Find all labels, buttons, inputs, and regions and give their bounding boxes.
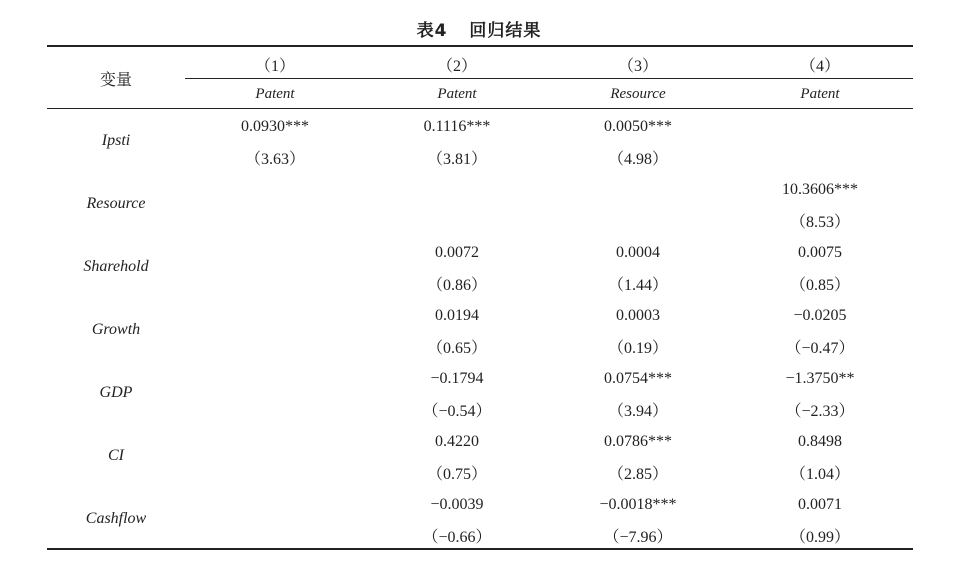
coefficient-cell: 0.0072 (435, 244, 479, 261)
t-statistic-cell: （8.53） (789, 214, 850, 231)
row-variable-name: GDP (99, 384, 133, 401)
t-statistic-cell: （2.85） (607, 466, 668, 483)
coefficient-cell: 0.0754*** (604, 370, 672, 387)
t-statistic-cell: （1.44） (607, 277, 668, 294)
coefficient-cell: −0.1794 (430, 370, 484, 387)
coefficient-cell: −0.0018*** (599, 496, 677, 513)
t-statistic-cell: （4.98） (607, 151, 668, 168)
column-number: （1） (254, 58, 295, 75)
column-number-rule (185, 78, 913, 79)
coefficient-cell: −0.0039 (430, 496, 484, 513)
column-number: （2） (436, 58, 477, 75)
table-number: 表4 (416, 21, 448, 41)
top-rule (47, 45, 913, 47)
dependent-variable: Resource (610, 86, 666, 102)
variable-header: 变量 (99, 70, 132, 89)
coefficient-cell: 0.0786*** (604, 433, 672, 450)
coefficient-cell: 0.1116*** (423, 118, 491, 135)
t-statistic-cell: （0.86） (426, 277, 487, 294)
bottom-rule (47, 548, 913, 550)
row-variable-name: Growth (91, 321, 141, 338)
column-number: （4） (799, 58, 840, 75)
t-statistic-cell: （−7.96） (603, 529, 673, 546)
coefficient-cell: 0.0003 (616, 307, 660, 324)
column-number: （3） (617, 58, 658, 75)
table-title: 回归结果 (469, 21, 542, 41)
t-statistic-cell: （0.99） (789, 529, 850, 546)
t-statistic-cell: （−0.54） (422, 403, 492, 420)
coefficient-cell: 0.8498 (798, 433, 842, 450)
dependent-variable: Patent (255, 86, 295, 102)
row-variable-name: Sharehold (83, 258, 149, 275)
coefficient-cell: 0.0004 (616, 244, 660, 261)
dependent-variable: Patent (437, 86, 477, 102)
row-variable-name: CI (108, 447, 124, 464)
coefficient-cell: −0.0205 (793, 307, 847, 324)
t-statistic-cell: （0.65） (426, 340, 487, 357)
dependent-variable: Patent (800, 86, 840, 102)
t-statistic-cell: （1.04） (789, 466, 850, 483)
coefficient-cell: 10.3606*** (782, 181, 858, 198)
t-statistic-cell: （3.63） (244, 151, 305, 168)
table-caption (0, 16, 958, 41)
coefficient-cell: 0.0050*** (604, 118, 672, 135)
row-variable-name: Cashflow (85, 510, 147, 527)
coefficient-cell: 0.4220 (435, 433, 479, 450)
coefficient-cell: 0.0930*** (241, 118, 309, 135)
t-statistic-cell: （0.85） (789, 277, 850, 294)
t-statistic-cell: （0.75） (426, 466, 487, 483)
t-statistic-cell: （−0.66） (422, 529, 492, 546)
t-statistic-cell: （3.81） (426, 151, 487, 168)
coefficient-cell: 0.0071 (798, 496, 842, 513)
header-rule (47, 108, 913, 109)
row-variable-name: Ipsti (101, 132, 131, 149)
t-statistic-cell: （−2.33） (785, 403, 855, 420)
t-statistic-cell: （0.19） (607, 340, 668, 357)
t-statistic-cell: （−0.47） (785, 340, 855, 357)
coefficient-cell: 0.0075 (798, 244, 842, 261)
row-variable-name: Resource (86, 195, 146, 212)
t-statistic-cell: （3.94） (607, 403, 668, 420)
coefficient-cell: −1.3750** (785, 370, 855, 387)
coefficient-cell: 0.0194 (435, 307, 479, 324)
